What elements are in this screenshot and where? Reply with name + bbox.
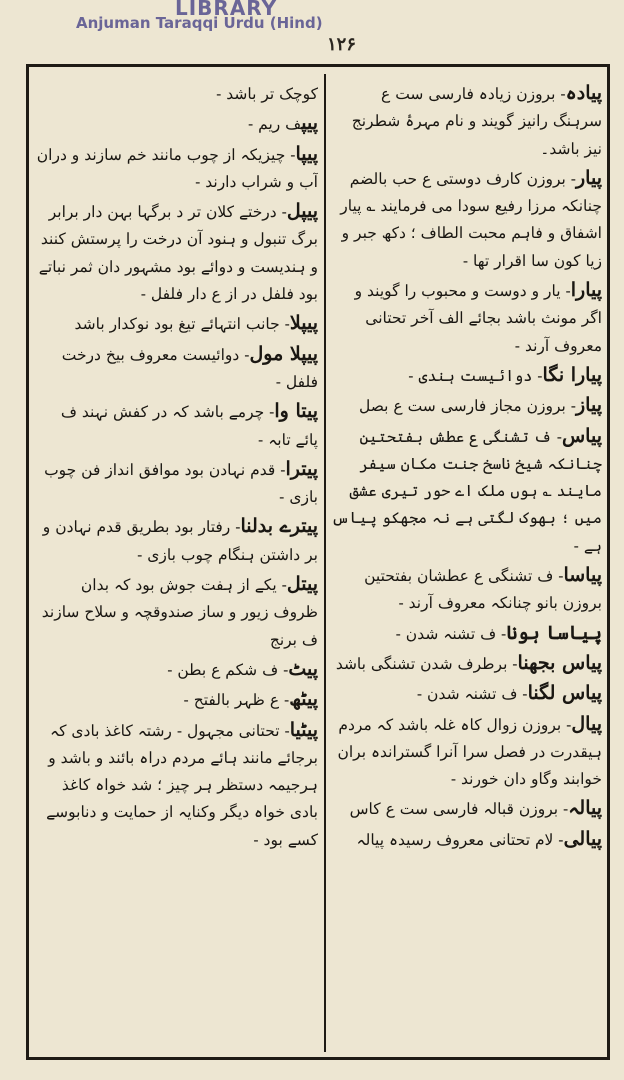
entry-text: - برطرف شدن تشنگی باشد — [335, 654, 518, 673]
entry-text: - تحتانی مجہول - رشتہ کاغذ بادی کہ برجائے مانند ہائے مردم دراہ بائند و باشد و ہرجیمہ دستظر ہر چیز ؛ شد خواہ کاغذ بادی خواہ دیگر وکنایہ از حمایت و دنابوسے کسے بود - — [46, 721, 318, 849]
dictionary-entry — [34, 686, 318, 714]
entry-headword: پیتل — [286, 573, 318, 596]
entry-text: - یکے از ہفت جوش بود کہ بدان ظروف زیور و ساز صندوقچہ و سلاح سازند ف برنج — [41, 576, 318, 649]
dictionary-entry — [330, 362, 602, 390]
entry-headword: پیاس بجھنا — [517, 651, 602, 674]
entry-text: - درختے کلان تر د برگہا بہن دار برابر برگ تنبول و ہنود آن درخت را پرستش کنند و ہندیست و دوائے بود مشہور دان ثمر نباتے بود فلفل در از ع دار فلفل - — [38, 203, 318, 304]
entry-text: - بروزن قبالہ فارسی ست ع کاس — [349, 800, 569, 819]
entry-text: - دوائیست ہندی - — [408, 366, 543, 385]
column-divider — [324, 74, 326, 1052]
entry-text: - بروزن زوال کاہ غلہ باشد کہ مردم ہیقدرت در فصل سرا آنرا گستراندہ بران خوابند وگاو دان خورند - — [337, 715, 602, 789]
dictionary-entry — [330, 680, 602, 708]
entry-text: - یار و دوست و محبوب را گویند و اگر مونث باشد بجائے الف آخر تحتانی معروف آرند - — [354, 282, 602, 355]
entry-headword: پیادہ — [565, 82, 602, 104]
dictionary-entry — [34, 310, 318, 338]
entry-text: - ف تشنہ شدن - — [416, 685, 528, 704]
entry-headword: پیپا — [295, 142, 318, 165]
stamp-institution-text: Anjuman Taraqqi Urdu (Hind) — [76, 14, 323, 32]
entry-text: - قدم نہادن بود موافق انداز فن چوب بازی - — [44, 460, 318, 507]
entry-headword: پیاس — [561, 424, 602, 447]
entry-text: - جانب انتہائے تیغ بود نوکدار باشد — [74, 315, 290, 334]
entry-headword: پیٹ — [288, 657, 318, 680]
stamp-library-text: LIBRARY — [175, 0, 278, 20]
entry-headword: پیارا — [570, 279, 602, 302]
entry-headword: پیپل — [286, 200, 318, 223]
page-number: ۱۲۶ — [327, 34, 357, 55]
entry-headword: پیتا وا — [274, 400, 318, 423]
entry-headword: پیٹیا — [289, 718, 318, 741]
dictionary-entry — [34, 110, 318, 138]
dictionary-entry — [330, 423, 602, 560]
entry-text: - رفتار بود بطریق قدم نہادن و بر داشتن ہنگام چوب بازی - — [42, 518, 318, 564]
dictionary-entry — [330, 392, 602, 420]
entry-headword: پیپلا — [289, 312, 318, 335]
entry-headword: پیار — [576, 166, 602, 189]
entry-text: - ع ظہر بالفتح - — [183, 691, 290, 710]
entry-headword: پیالی — [563, 827, 602, 850]
entry-headword: پیترا — [285, 457, 318, 480]
left-column — [34, 80, 318, 1040]
dictionary-entry — [34, 341, 318, 397]
dictionary-entry — [330, 165, 602, 275]
right-column — [330, 80, 602, 1040]
dictionary-entry — [330, 277, 602, 360]
entry-text: - ف تشنگی ع عطش بفتحتین چنانکہ شیخ ناسخ جنت مکان سیفر مایند ؎ ہوں ملک اے حور تیری عشق میں ؛ بھوک لگتی ہے نہ مجھکو پیاس ہے - — [331, 427, 602, 555]
entry-headword: پیاسا ہونا — [506, 621, 602, 644]
entry-headword: پیارا نگا — [542, 363, 602, 386]
dictionary-entry — [34, 80, 318, 108]
entry-text: ف ریم - — [247, 115, 302, 134]
entry-headword: پیپلا مول — [249, 342, 318, 365]
dictionary-entry — [34, 656, 318, 684]
dictionary-entry — [330, 826, 602, 854]
entry-text: - چیزیکہ از چوب مانند خم سازند و دران آب و شراب دارند - — [36, 145, 318, 191]
entry-text: - لام تحتانی معروف رسیدہ پیالہ — [356, 830, 564, 849]
entry-text: - چرمے باشد کہ در کفش نہند ف پائے تابہ - — [60, 403, 318, 449]
entry-headword: پیپ — [301, 112, 318, 135]
dictionary-entry — [34, 198, 318, 308]
dictionary-entry — [34, 398, 318, 454]
dictionary-entry — [34, 571, 318, 654]
entry-text: - دوائیست معروف بیخ درخت فلفل - — [61, 345, 318, 391]
entry-headword: پیالہ — [568, 797, 602, 820]
dictionary-entry — [330, 711, 602, 794]
entry-text: - ف شکم ع بطن - — [167, 660, 289, 679]
dictionary-entry — [34, 717, 318, 854]
entry-headword: پیاز — [576, 394, 602, 417]
entry-headword: پیٹھ — [289, 688, 318, 711]
entry-text: کوچک تر باشد - — [216, 85, 318, 103]
dictionary-entry — [34, 141, 318, 197]
dictionary-entry — [34, 513, 318, 569]
entry-headword: پیترے بدلنا — [240, 515, 318, 538]
entry-headword: پیاس لگنا — [527, 682, 602, 705]
entry-text: - بروزن زیادہ فارسی ست ع سرہنگ رانیز گویند و نام مہرۂ شطرنج نیز باشد۔ — [351, 85, 602, 158]
entry-headword: پیال — [571, 712, 602, 735]
dictionary-entry — [34, 456, 318, 512]
dictionary-entry — [330, 562, 602, 618]
dictionary-entry — [330, 80, 602, 163]
entry-text: - ف تشنہ شدن - — [395, 624, 507, 643]
entry-text: - بروزن کارف دوستی ع حب بالضم چنانکہ مرزا رفیع سودا می فرمایند ؎ پیار اشفاق و فاہم محبت الطاف ؛ دکھ جبر و زیا کون سا اقرار تھا - — [340, 169, 602, 270]
dictionary-entry — [330, 650, 602, 678]
dictionary-entry — [330, 620, 602, 648]
dictionary-entry — [330, 795, 602, 823]
entry-headword: پیاسا — [563, 564, 602, 587]
entry-text: - بروزن مجاز فارسی ست ع بصل — [358, 397, 576, 416]
entry-text: - ف تشنگی ع عطشان بفتحتین بروزن بانو چنانکہ معروف آرند - — [364, 567, 602, 613]
